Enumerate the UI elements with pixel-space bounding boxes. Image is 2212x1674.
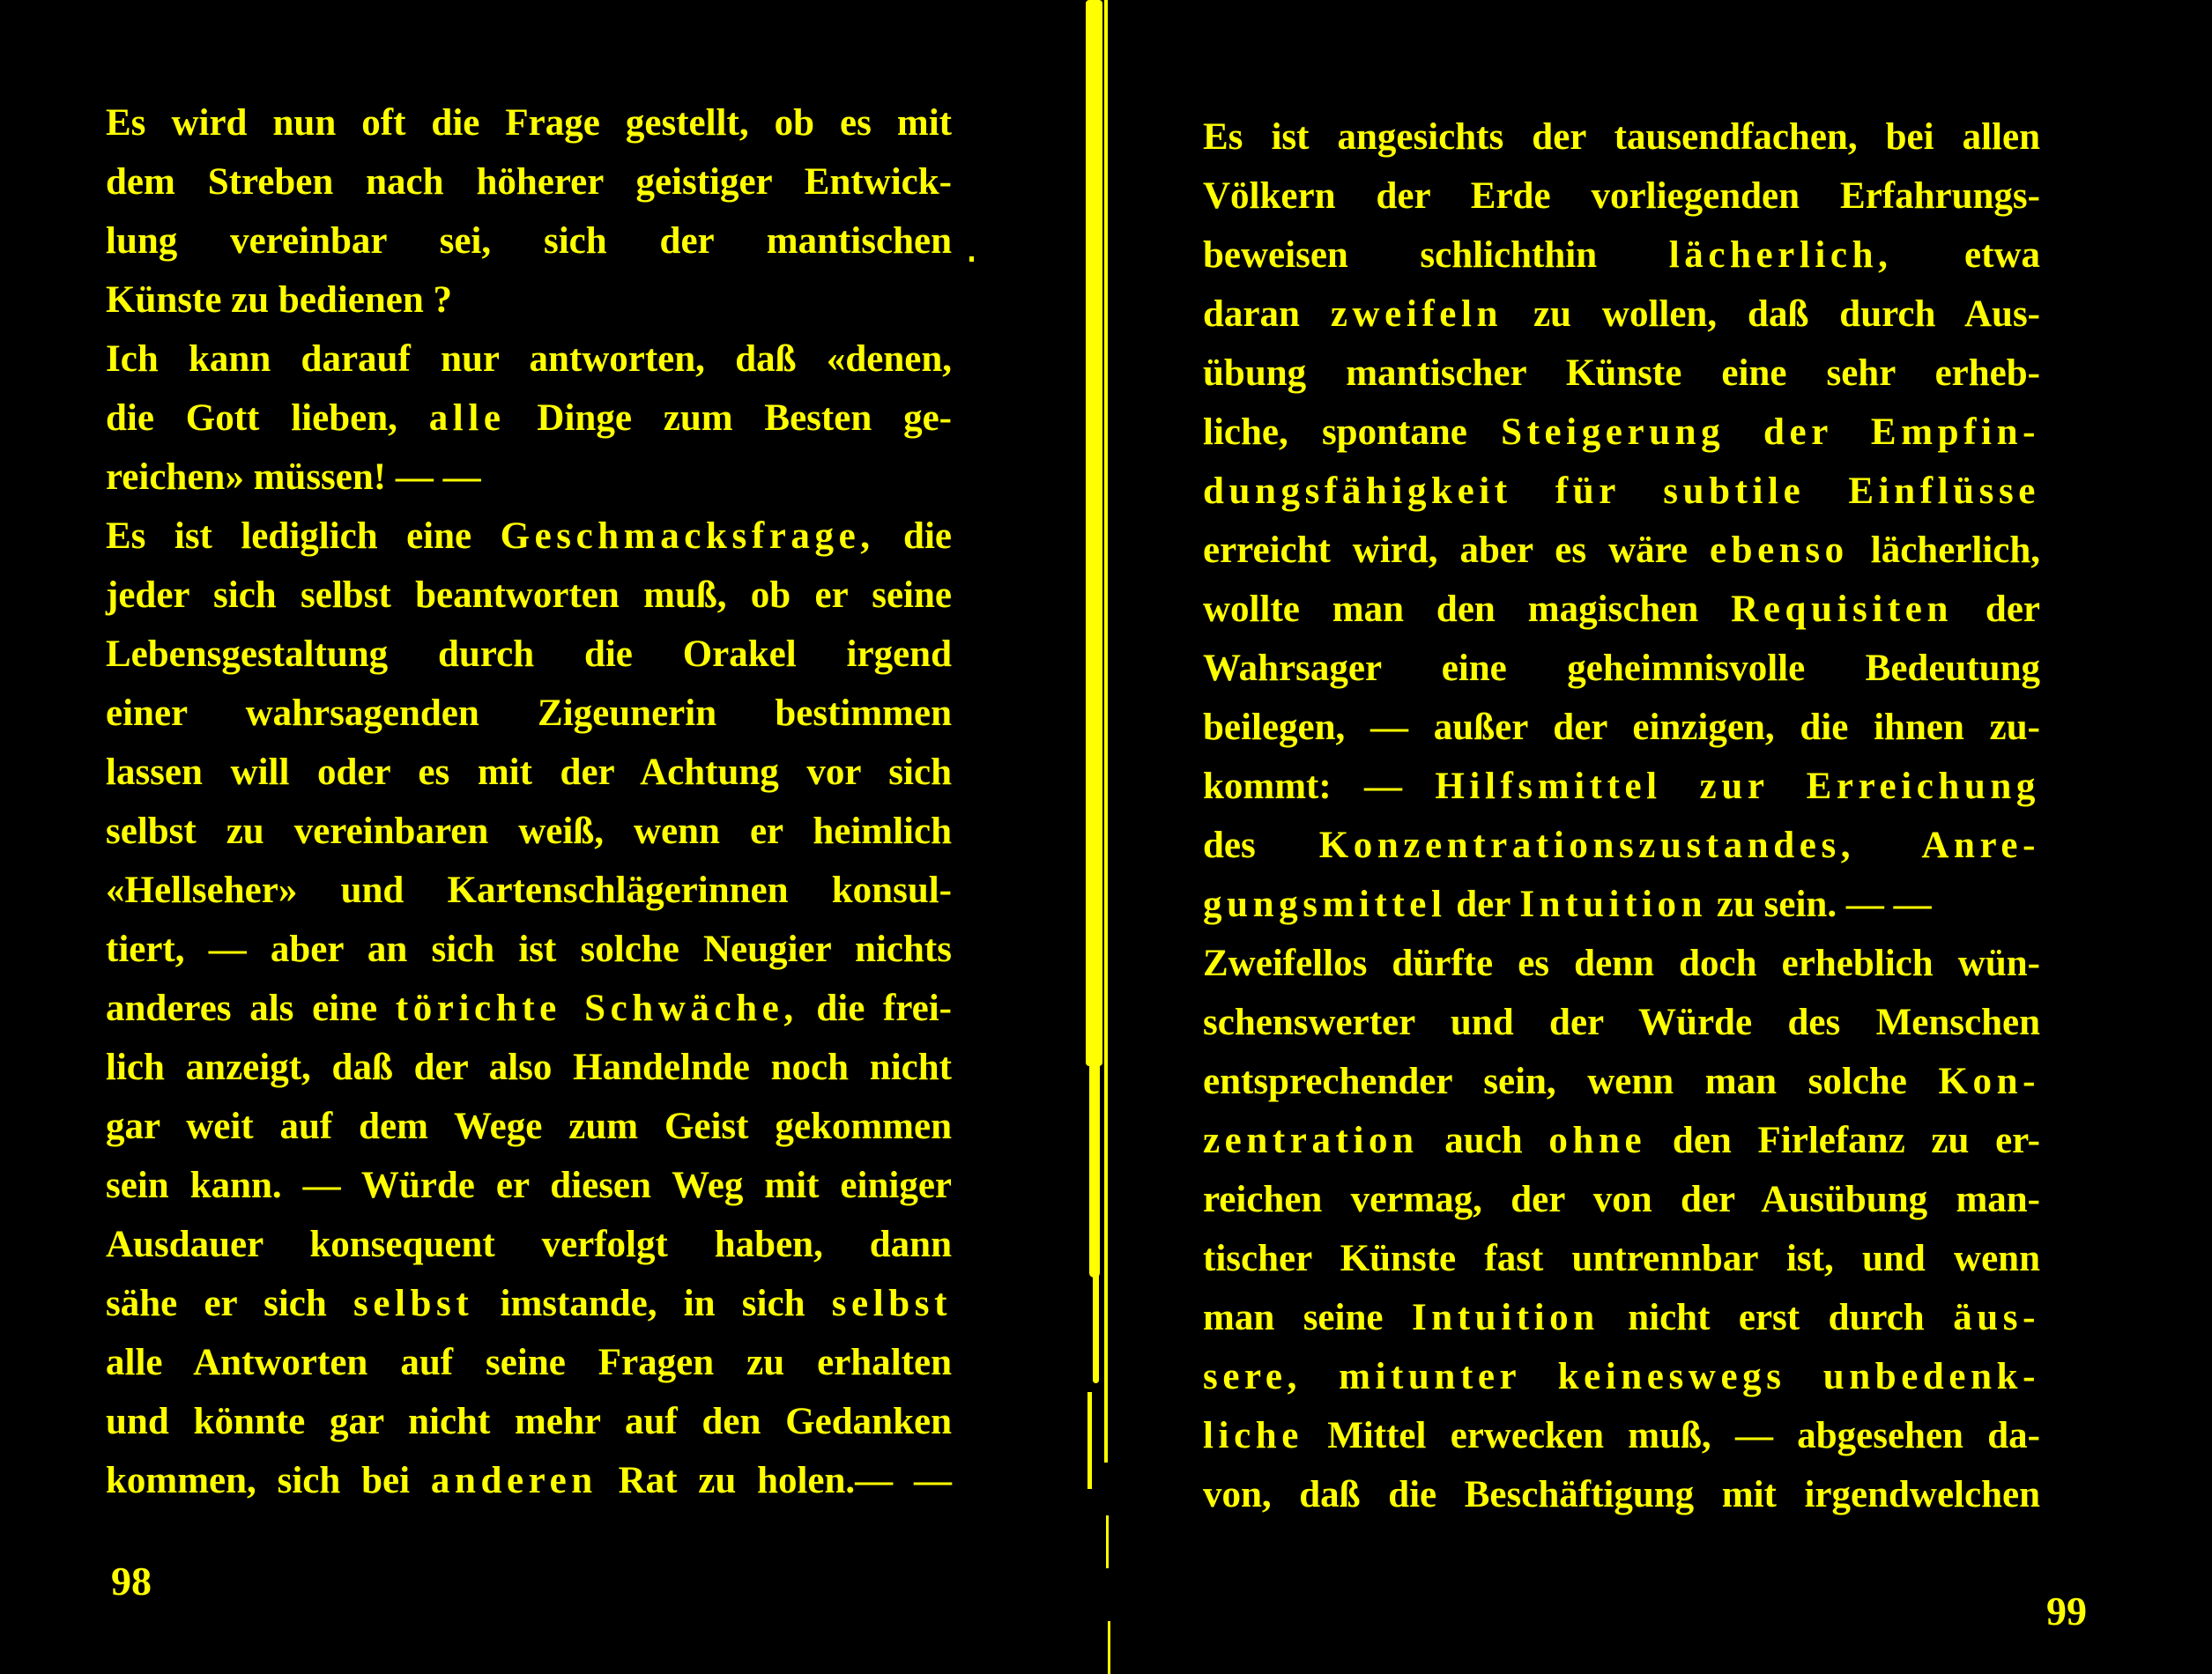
text-line xyxy=(106,1333,952,1392)
text-segment: zu wollen, daß durch Aus- xyxy=(1503,293,2041,335)
text-line xyxy=(1203,1229,2040,1288)
text-line xyxy=(106,625,952,684)
text-segment: wollte man den magischen xyxy=(1203,589,1732,630)
text-segment: Es ist lediglich eine xyxy=(106,515,501,557)
text-segment: übung mantischer Künste eine sehr erheb- xyxy=(1203,352,2040,394)
text-line xyxy=(1203,1406,2040,1465)
text-line xyxy=(1203,639,2040,698)
text-segment: und könnte gar nicht mehr auf den Gedanken xyxy=(106,1401,952,1442)
text-segment: den Firlefanz zu er- xyxy=(1646,1120,2040,1161)
text-line xyxy=(1203,993,2040,1052)
text-line xyxy=(106,920,952,979)
text-segment: auch xyxy=(1418,1120,1549,1161)
text-line xyxy=(106,861,952,920)
text-line xyxy=(106,1038,952,1097)
letterspaced-emphasis: Geschmacksfrage, xyxy=(500,515,875,557)
text-line xyxy=(1203,344,2040,403)
text-line xyxy=(106,1392,952,1451)
text-line xyxy=(106,1215,952,1274)
text-line xyxy=(106,270,952,330)
text-segment: Ich kann darauf nur antworten, daß «denen, xyxy=(106,338,952,380)
text-segment: Völkern der Erde vorliegenden Erfahrungs- xyxy=(1203,175,2040,217)
text-segment: selbst zu vereinbaren weiß, wenn er heimlich xyxy=(106,811,952,852)
text-line xyxy=(1203,875,2040,934)
text-line xyxy=(1203,580,2040,639)
letterspaced-emphasis: ohne xyxy=(1548,1120,1647,1161)
spine-highlight-band xyxy=(1086,0,1102,1066)
text-segment: Dinge zum Besten ge- xyxy=(505,397,952,439)
text-line xyxy=(106,448,952,507)
text-line xyxy=(1203,1111,2040,1170)
text-line xyxy=(106,1274,952,1333)
text-segment: liche, spontane xyxy=(1203,411,1502,453)
letterspaced-emphasis: Intuition xyxy=(1519,884,1708,925)
page-number-right: 99 xyxy=(2046,1589,2087,1633)
text-segment: einer wahrsagenden Zigeunerin bestimmen xyxy=(106,693,952,734)
text-segment: Zweifellos dürfte es denn doch erheblich wün- xyxy=(1203,943,2040,984)
text-line xyxy=(106,979,952,1038)
text-segment: lung vereinbar sei, sich der mantischen xyxy=(106,220,952,262)
text-segment: tiert, — aber an sich ist solche Neugier nichts xyxy=(106,929,952,970)
text-segment: nicht erst durch xyxy=(1599,1297,1954,1338)
text-segment: imstande, in sich xyxy=(473,1283,832,1324)
text-segment: alle Antworten auf seine Fragen zu erhalten xyxy=(106,1342,952,1383)
text-segment: lächerlich, xyxy=(1848,530,2041,571)
spine-dash xyxy=(1108,1621,1110,1674)
letterspaced-emphasis: zweifeln xyxy=(1330,293,1503,335)
text-segment: kommt: — xyxy=(1203,766,1436,807)
text-segment: Lebensgestaltung durch die Orakel irgend xyxy=(106,633,952,675)
text-segment: von, daß die Beschäftigung mit irgendwelchen xyxy=(1203,1474,2040,1515)
text-segment: die frei- xyxy=(798,988,952,1029)
letterspaced-emphasis: liche xyxy=(1203,1415,1303,1456)
text-line xyxy=(1203,462,2040,521)
text-line xyxy=(1203,403,2040,462)
text-line xyxy=(106,566,952,625)
text-segment: der xyxy=(1446,884,1520,925)
letterspaced-emphasis: gungsmittel xyxy=(1203,884,1447,925)
text-segment: Es ist angesichts der tausendfachen, bei allen xyxy=(1203,116,2040,158)
text-line xyxy=(1203,226,2040,285)
text-segment: des xyxy=(1203,825,1319,866)
text-segment: Künste zu bedienen ? xyxy=(106,279,453,321)
letterspaced-emphasis: zentration xyxy=(1203,1120,1419,1161)
text-line xyxy=(1203,107,2040,167)
text-segment: der xyxy=(1953,589,2041,630)
text-line xyxy=(106,1097,952,1156)
scan-speck xyxy=(969,256,974,262)
letterspaced-emphasis: alle xyxy=(428,397,506,439)
right-page-text xyxy=(1203,107,2040,1524)
text-segment: die xyxy=(874,515,953,557)
text-line xyxy=(1203,757,2040,816)
text-line xyxy=(106,389,952,448)
text-line xyxy=(1203,1465,2040,1524)
text-segment: Wahrsager eine geheimnisvolle Bedeutung xyxy=(1203,648,2040,689)
letterspaced-emphasis: ebenso xyxy=(1710,530,1849,571)
letterspaced-emphasis: dungsfähigkeit für subtile Einflüsse xyxy=(1203,470,2040,512)
text-line xyxy=(106,684,952,743)
text-segment: schenswerter und der Würde des Menschen xyxy=(1203,1002,2040,1043)
text-segment: erreicht wird, aber es wäre xyxy=(1203,530,1710,571)
text-segment: gar weit auf dem Wege zum Geist gekommen xyxy=(106,1106,952,1147)
page-number-left: 98 xyxy=(111,1559,152,1604)
text-line xyxy=(1203,1347,2040,1406)
text-segment: etwa xyxy=(1892,234,2040,276)
letterspaced-emphasis: Hilfsmittel zur Erreichung xyxy=(1435,766,2040,807)
text-segment: zu sein. — — xyxy=(1707,884,1932,925)
letterspaced-emphasis: Intuition xyxy=(1411,1297,1600,1338)
letterspaced-emphasis: Kon- xyxy=(1938,1061,2040,1102)
text-segment: tischer Künste fast untrennbar ist, und wenn xyxy=(1203,1238,2040,1279)
text-line xyxy=(106,507,952,566)
letterspaced-emphasis: lächerlich, xyxy=(1668,234,1893,276)
letterspaced-emphasis: Steigerung der Empfin- xyxy=(1501,411,2040,453)
text-segment: man seine xyxy=(1203,1297,1412,1338)
text-segment: die Gott lieben, xyxy=(106,397,429,439)
letterspaced-emphasis: selbst xyxy=(353,1283,474,1324)
text-line xyxy=(1203,1052,2040,1111)
letterspaced-emphasis: Requisiten xyxy=(1731,589,1953,630)
spine-thin-line xyxy=(1104,0,1108,1463)
letterspaced-emphasis: äus- xyxy=(1953,1297,2041,1338)
letterspaced-emphasis: Konzentrationszustandes, Anre- xyxy=(1318,825,2040,866)
spine-highlight-band-mid xyxy=(1089,1048,1100,1278)
text-segment: kommen, sich bei xyxy=(106,1460,431,1501)
text-segment: anderes als eine xyxy=(106,988,396,1029)
letterspaced-emphasis: anderen xyxy=(430,1460,598,1501)
text-line xyxy=(106,211,952,270)
text-segment: lassen will oder es mit der Achtung vor sich xyxy=(106,752,952,793)
text-line xyxy=(1203,521,2040,580)
text-segment: reichen vermag, der von der Ausübung man- xyxy=(1203,1179,2040,1220)
text-line xyxy=(1203,167,2040,226)
text-segment: sähe er sich xyxy=(106,1283,353,1324)
letterspaced-emphasis: selbst xyxy=(831,1283,952,1324)
text-segment: Mittel erwecken muß, — abgesehen da- xyxy=(1303,1415,2040,1456)
text-line xyxy=(1203,285,2040,344)
text-line xyxy=(106,93,952,152)
text-line xyxy=(106,152,952,211)
text-segment: Rat zu holen.— — xyxy=(597,1460,953,1501)
text-segment: jeder sich selbst beantworten muß, ob er seine xyxy=(106,574,952,616)
text-segment: entsprechender sein, wenn man solche xyxy=(1203,1061,1939,1102)
text-segment: sein kann. — Würde er diesen Weg mit einiger xyxy=(106,1165,952,1206)
text-line xyxy=(106,1451,952,1510)
text-segment: Es wird nun oft die Frage gestellt, ob es mit xyxy=(106,102,952,144)
letterspaced-emphasis: sere, mitunter keineswegs unbedenk- xyxy=(1203,1356,2040,1397)
spine-dash xyxy=(1106,1515,1109,1568)
text-line xyxy=(106,743,952,802)
text-line xyxy=(106,330,952,389)
text-line xyxy=(106,802,952,861)
text-segment: beweisen schlichthin xyxy=(1203,234,1669,276)
left-page-text xyxy=(106,93,952,1510)
text-line xyxy=(1203,1288,2040,1347)
text-line xyxy=(1203,1170,2040,1229)
text-line xyxy=(1203,816,2040,875)
text-segment: dem Streben nach höherer geistiger Entwick- xyxy=(106,161,952,203)
text-line xyxy=(106,1156,952,1215)
text-segment: beilegen, — außer der einzigen, die ihnen zu- xyxy=(1203,707,2040,748)
text-segment: daran xyxy=(1203,293,1331,335)
text-line xyxy=(1203,698,2040,757)
letterspaced-emphasis: törichte Schwäche, xyxy=(395,988,798,1029)
text-segment: lich anzeigt, daß der also Handelnde noch nicht xyxy=(106,1047,952,1088)
text-line xyxy=(1203,934,2040,993)
text-segment: Ausdauer konsequent verfolgt haben, dann xyxy=(106,1224,952,1265)
text-segment: reichen» müssen! — — xyxy=(106,456,481,498)
spine-highlight-band-low xyxy=(1093,1269,1099,1383)
spine-dash xyxy=(1087,1392,1092,1489)
text-segment: «Hellseher» und Kartenschlägerinnen konsul- xyxy=(106,870,952,911)
